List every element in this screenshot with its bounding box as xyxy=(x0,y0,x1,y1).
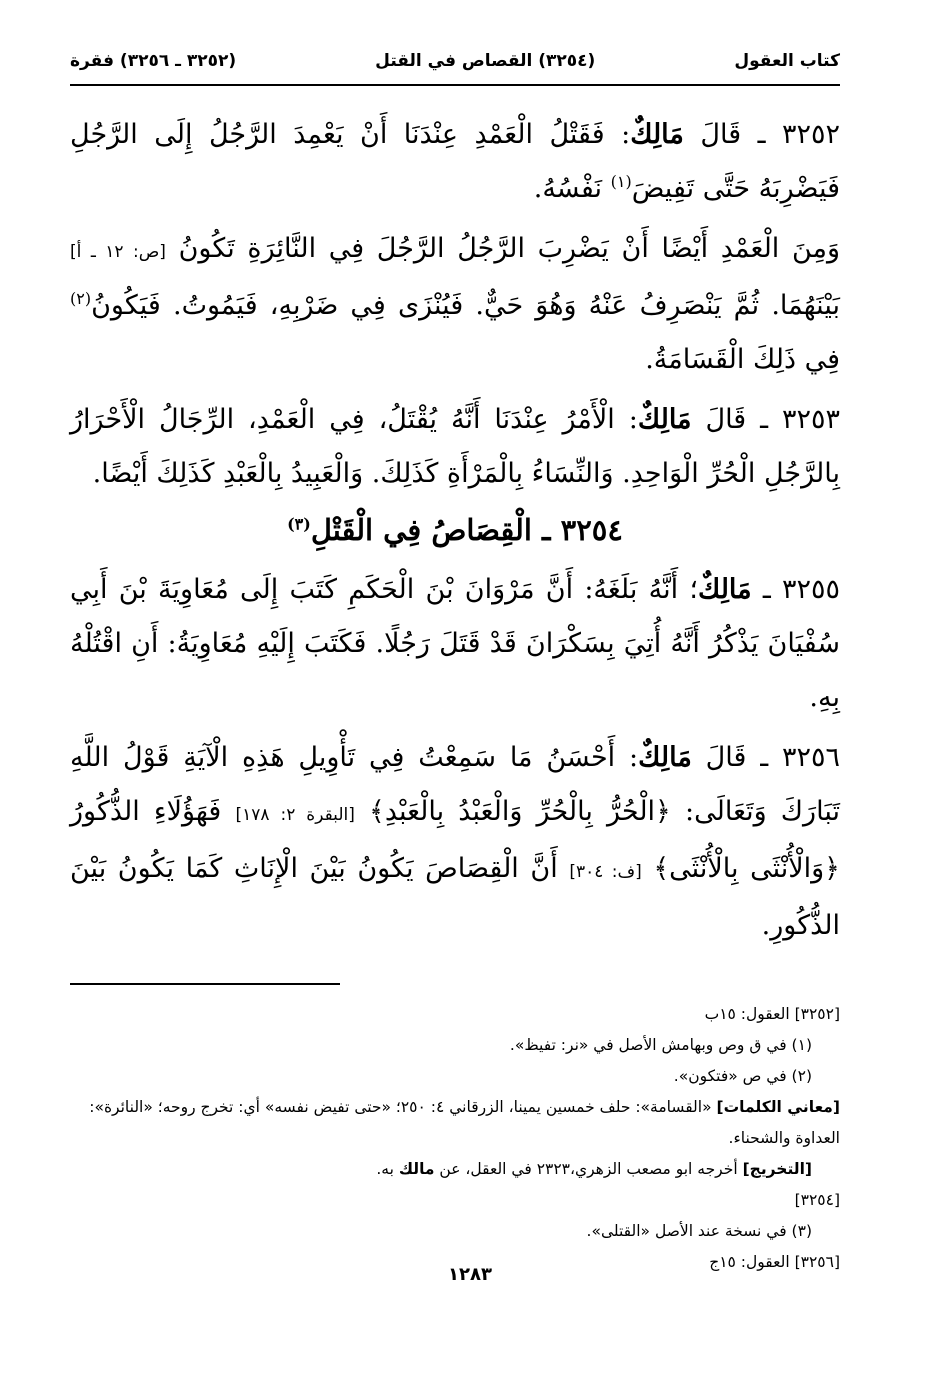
footnote-line: [٣٢٥٦] العقول: ١٥ج xyxy=(709,1253,840,1271)
paragraph-number: ٣٢٥٥ xyxy=(782,574,841,605)
footnote-label: [التخريج] xyxy=(742,1160,812,1178)
page-number: ١٢٨٣ xyxy=(448,1264,492,1285)
header-paragraph-range: (٣٢٥٢ ـ ٣٢٥٦) فقرة xyxy=(70,51,237,71)
paragraph-lead: ـ قَالَ xyxy=(683,119,782,150)
footnote-line: (١) في ق وص وبهامش الأصل في «نر: تفيظ». xyxy=(509,1036,812,1054)
paragraph-text: وَمِنَ الْعَمْدِ أَيْضًا أَنْ يَضْرِبَ الرَّجُلُ الرَّجُلَ فِي النَّائِرَةِ تَكُونُ xyxy=(165,233,840,264)
paragraph-text: فَهَؤُلَاءِ الذُّكُورُ ﴿وَالْأُنْثَى بِالْأُنْثَى﴾ xyxy=(70,796,840,884)
running-header xyxy=(70,38,840,86)
footnote-line: [٣٢٥٢] العقول: ١٥ب xyxy=(704,1005,840,1023)
footnote-text: به. xyxy=(376,1160,399,1178)
footnote-text: «القسامة»: حلف خمسين يمينا، الزرقاني ٤: ٢٥٠؛ «حتى تفيض نفسه» أي: تخرج روحه؛ «النائرة»: العداوة والشحناء. xyxy=(89,1098,840,1147)
footnote-takhrij xyxy=(70,1154,840,1185)
paragraph-text: : الْأَمْرُ عِنْدَنَا أَنَّهُ يُقْتَلُ، فِي الْعَمْدِ، الرِّجَالُ الْأَحْرَارُ بِالرَّجُلِ الْحُرِّ الْوَاحِدِ. وَالنِّسَاءُ بِالْمَرْأَةِ كَذَلِكَ. وَالْعَبِيدُ بِالْعَبْدِ كَذَلِكَ أَيْضًا. xyxy=(70,404,840,489)
main-text xyxy=(70,108,840,953)
paragraph-lead: ـ قَالَ xyxy=(691,404,782,435)
paragraph-text: : أَحْسَنُ مَا سَمِعْتُ فِي تَأْوِيلِ هَذِهِ الْآيَةِ قَوْلُ اللَّهِ تَبَارَكَ وَتَعَالَى: ﴿الْحُرُّ بِالْحُرِّ وَالْعَبْدُ بِالْعَبْدِ﴾ xyxy=(70,742,840,827)
footnote-ref: (٢) xyxy=(70,289,92,308)
footnote-name: مالك xyxy=(398,1160,435,1178)
paragraph-number: ٣٢٥٣ xyxy=(781,404,840,435)
footnote-meanings xyxy=(70,1092,840,1154)
paragraph-3255 xyxy=(70,563,840,725)
footnote-line: (٢) في ص «فتكون». xyxy=(673,1067,812,1085)
footnote-ref: (٣) xyxy=(287,514,311,534)
paragraph-3252 xyxy=(70,108,840,216)
paragraph-text: نَفْسُهُ. xyxy=(533,173,611,204)
manuscript-page-ref: [ص: ١٢ ـ أ] xyxy=(70,242,166,262)
footnote-text: أخرجه ابو مصعب الزهري،٢٣٢٣ في العقل، عن xyxy=(434,1160,743,1178)
footnote-line: (٣) في نسخة عند الأصل «القتلى». xyxy=(586,1222,812,1240)
paragraph-number: ٣٢٥٦ xyxy=(781,742,840,773)
footnotes xyxy=(70,999,840,1278)
narrator-name: مَالِكٌ xyxy=(630,119,684,150)
paragraph-text: أَنَّ الْقِصَاصَ يَكُونُ بَيْنَ الْإِنَاثِ كَمَا يَكُونُ بَيْنَ الذُّكُورِ. xyxy=(70,853,840,941)
paragraph-text: ؛ أَنَّهُ بَلَغَهُ: أَنَّ مَرْوَانَ بْنَ الْحَكَمِ كَتَبَ إِلَى مُعَاوِيَةَ بْنَ أَبِي سُفْيَانَ يَذْكُرُ أَنَّهُ أُتِيَ بِسَكْرَانَ قَدْ قَتَلَ رَجُلًا. فَكَتَبَ إِلَيْهِ مُعَاوِيَةُ: أَنِ اقْتُلْهُ بِهِ. xyxy=(70,574,840,713)
footnote-ref: (١) xyxy=(610,172,632,191)
page xyxy=(70,38,840,1278)
header-chapter-title: (٣٢٥٤) القصاص في القتل xyxy=(375,51,596,71)
narrator-name: مَالِكٌ xyxy=(638,742,692,773)
footnote-line: [٣٢٥٤] xyxy=(794,1191,840,1209)
narrator-name: مَالِكٌ xyxy=(637,404,692,435)
paragraph-3252-cont xyxy=(70,222,840,387)
manuscript-page-ref: [ف: ٣٠٤] xyxy=(569,862,642,882)
narrator-name: مَالِكٌ xyxy=(697,574,752,605)
footnote-separator xyxy=(70,983,340,985)
paragraph-lead: ـ قَالَ xyxy=(691,742,782,773)
header-book-title: كتاب العقول xyxy=(734,51,840,71)
section-heading-text: ٣٢٥٤ ـ الْقِصَاصُ فِي الْقَتْلِ xyxy=(310,513,623,547)
paragraph-number: ٣٢٥٢ xyxy=(781,119,840,150)
footnote-separator-wrap xyxy=(70,953,840,985)
paragraph-3253 xyxy=(70,393,840,501)
paragraph-text: بَيْنَهُمَا. ثُمَّ يَنْصَرِفُ عَنْهُ وَهُوَ حَيٌّ. فَيُنْزَى فِي ضَرْبِهِ، فَيَمُوتُ. فَيَكُونُ xyxy=(91,290,840,321)
paragraph-text: فِي ذَلِكَ الْقَسَامَةُ. xyxy=(645,344,840,375)
paragraph-3256 xyxy=(70,731,840,953)
section-heading xyxy=(70,503,840,557)
footnote-label: [معاني الكلمات] xyxy=(716,1098,840,1116)
quran-ref: [البقرة ٢: ١٧٨] xyxy=(235,805,355,825)
paragraph-text: : فَقَتْلُ الْعَمْدِ عِنْدَنَا أَنْ يَعْمِدَ الرَّجُلُ إِلَى الرَّجُلِ فَيَضْرِبَهُ حَتَّى تَفِيضَ xyxy=(70,119,840,204)
paragraph-lead: ـ xyxy=(751,574,782,605)
